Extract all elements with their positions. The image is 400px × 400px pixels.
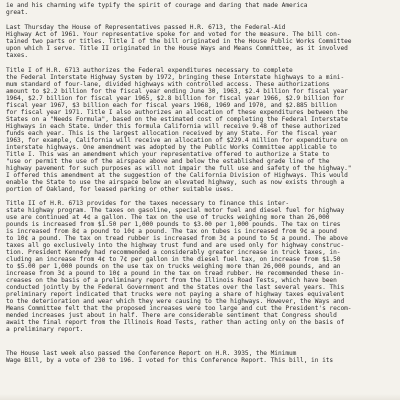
- text-line: state highway program. The taxes on gasoline, special motor fuel and diesel fuel for highway: [6, 207, 345, 214]
- text-line: Means Committee felt that the proposed increases were too large and cut the President's recom-: [6, 305, 352, 312]
- text-line: is increased from 8¢ a pound to 10¢ a pound. The tax on tubes is increased from 9¢ a pound: [6, 228, 337, 235]
- text-line: Title II of H.R. 6713 provides for the taxes necessary to finance this inter-: [6, 200, 289, 207]
- text-line: to $5.00 per 1,000 pounds on the use tax on trucks weighing more than 26,000 pounds, and an: [6, 263, 341, 270]
- text-line: cluding an increase from 4¢ to 7¢ per gallon in the diesel fuel tax, on increase from $1.50: [6, 256, 341, 263]
- text-line: to 10¢ a pound. The tax on tread rubber is increased from 3¢ a pound to 5¢ a pound. The above: [6, 235, 348, 242]
- text-line: pounds is increased from $1.50 per 1,000 pounds to $3.00 per 1,000 pounds. The tax on tires: [6, 221, 341, 228]
- page-bottom-shading: [0, 394, 400, 400]
- text-line: the Federal Interstate Highway System by 1972, bringing these Interstate highways to a mini-: [6, 74, 345, 81]
- text-line: 1963, for example, California will receive an allocation of $229.4 million for expenditure on: [6, 137, 348, 144]
- text-line: taxes.: [6, 52, 29, 59]
- text-line: preliminary report indicated that trucks were not paying a share of highway taxes equivalent: [6, 291, 345, 298]
- text-line: great.: [6, 9, 29, 16]
- text-line: ie and his charming wife typify the spirit of courage and daring that made America: [6, 2, 308, 9]
- text-line: 1964, $2.7 billion for fiscal year 1965, $2.8 billion for fiscal year 1966, $2.9 billion for: [6, 95, 345, 102]
- text-line: taxes all go exclusively into the highway trust fund and are used only for highway construc-: [6, 242, 345, 249]
- text-line: Wage Bill, by a vote of 230 to 196. I voted for this Conference Report. This bill, in its: [6, 357, 334, 364]
- text-line: to the deterioration and wear which they were causing to the highways. However, the Ways and: [6, 298, 345, 305]
- text-line: I offered this amendment at the suggestion of the California Division of Highways. This would: [6, 172, 348, 179]
- text-line: await the final report from the Illinois Road Tests, rather than acting only on the basis of: [6, 319, 345, 326]
- text-line: a preliminary report.: [6, 326, 84, 333]
- text-line: portion of Oakland, for leased parking or other suitable uses.: [6, 186, 234, 193]
- text-line: use are continued at 4¢ a gallon. The tax on the use of trucks weighing more than 26,000: [6, 214, 330, 221]
- text-line: Title I. This was an amendment which your representative offered to authorize a State to: [6, 151, 330, 158]
- text-line: "use or permit the use of the airspace above and below the established grade line of the: [6, 158, 330, 165]
- text-line: The House last week also passed the Conference Report on H.R. 3935, the Minimum: [6, 350, 297, 357]
- text-line: conducted jointly by the Federal Government and the States over the last several years. This: [6, 284, 345, 291]
- text-line: mum standard of four-lane, divided highways with controlled access. These authorizations: [6, 81, 330, 88]
- text-line: tion. President Kennedy had recommended a considerably greater increase in truck taxes, in-: [6, 249, 341, 256]
- text-line: increase from 3¢ a pound to 10¢ a pound in the tax on tread rubber. He recommended these in-: [6, 270, 345, 277]
- text-line: upon which I serve. Title II originated in the House Ways and Means Committee, as it involved: [6, 45, 348, 52]
- text-line: amount to $2.2 billion for the fiscal year ending June 30, 1963, $2.4 billion for fiscal year: [6, 88, 348, 95]
- text-line: funds each year. This is the largest allocation received by any State. For the fiscal year: [6, 130, 337, 137]
- text-line: Highways in each State. Under this formula California will receive 9.48 of these authorized: [6, 123, 341, 130]
- text-line: interstate highways. One amendment was adopted by the Public Works Committee applicable to: [6, 144, 337, 151]
- text-line: Last Thursday the House of Representatives passed H.R. 6713, the Federal-Aid: [6, 24, 286, 31]
- text-line: highway pavement for such purposes as will not impair the full use and safety of the highway.": [6, 165, 352, 172]
- text-line: mended increases just about in half. There are considerable sentiment that Congress should: [6, 312, 337, 319]
- text-line: Highway Act of 1961. Your representative spoke for and voted for the measure. The bill con-: [6, 31, 341, 38]
- text-line: for fiscal year 1971. Title I also authorizes an allocation of these expenditures between the: [6, 109, 348, 116]
- text-line: fiscal year 1967, $3 billion each for fiscal years 1968, 1969 and 1970, and $2.885 billion: [6, 102, 337, 109]
- text-line: creases on the basis of a preliminary report from the Illinois Road Tests, which have been: [6, 277, 337, 284]
- text-line: enable the State to use the airspace below an elevated highway, such as now exists through a: [6, 179, 345, 186]
- text-line: Title I of H.R. 6713 authorizes the Federal expenditures necessary to complete: [6, 67, 293, 74]
- text-line: States on a "Needs Formula", based on the estimated cost of completing the Federal Interstate: [6, 116, 348, 123]
- text-line: tained two parts or titles. Title I of the bill originated in the House Public Works Committee: [6, 38, 352, 45]
